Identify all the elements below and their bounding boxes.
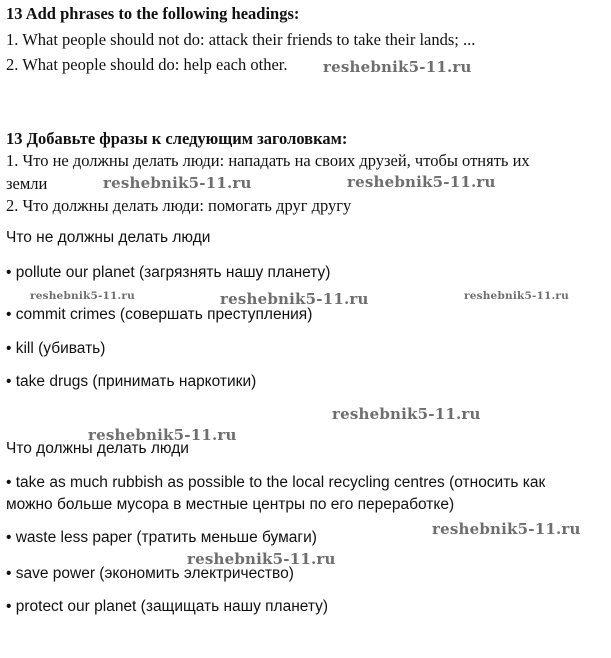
- russian-heading: 13 Добавьте фразы к следующим заголовкам:: [6, 129, 348, 148]
- watermark: reshebnik5-11.ru: [332, 405, 481, 423]
- list-item: • waste less paper (тратить меньше бумаги): [6, 529, 317, 546]
- english-heading: 13 Add phrases to the following headings:: [6, 4, 300, 23]
- watermark: reshebnik5-11.ru: [30, 290, 135, 302]
- list-item: • protect our planet (защищать нашу планету): [6, 598, 329, 615]
- russian-item-1b: земли: [6, 174, 48, 193]
- watermark: reshebnik5-11.ru: [88, 426, 237, 444]
- list-item: • commit crimes (совершать преступления): [6, 306, 313, 323]
- list-item: • kill (убивать): [6, 340, 106, 357]
- list-item: • pollute our planet (загрязнять нашу планету): [6, 264, 331, 281]
- watermark: reshebnik5-11.ru: [220, 290, 369, 308]
- list-item: • save power (экономить электричество): [6, 565, 294, 582]
- list-item: можно больше мусора в местные центры по его переработке): [6, 496, 455, 513]
- watermark: reshebnik5-11.ru: [323, 58, 472, 76]
- watermark: reshebnik5-11.ru: [432, 520, 581, 538]
- should-title: Что должны делать люди: [6, 440, 189, 457]
- watermark: reshebnik5-11.ru: [464, 290, 569, 302]
- watermark: reshebnik5-11.ru: [187, 550, 336, 568]
- russian-item-2: 2. Что должны делать люди: помогать друг другу: [6, 196, 352, 215]
- watermark: reshebnik5-11.ru: [103, 174, 252, 192]
- russian-item-1a: 1. Что не должны делать люди: нападать на своих друзей, чтобы отнять их: [6, 151, 530, 170]
- should-not-title: Что не должны делать люди: [6, 229, 211, 246]
- list-item: • take as much rubbish as possible to the local recycling centres (относить как: [6, 474, 546, 491]
- list-item: • take drugs (принимать наркотики): [6, 373, 257, 390]
- english-item-1: 1. What people should not do: attack their friends to take their lands; ...: [6, 30, 476, 49]
- watermark: reshebnik5-11.ru: [347, 173, 496, 191]
- english-item-2: 2. What people should do: help each other.: [6, 55, 288, 74]
